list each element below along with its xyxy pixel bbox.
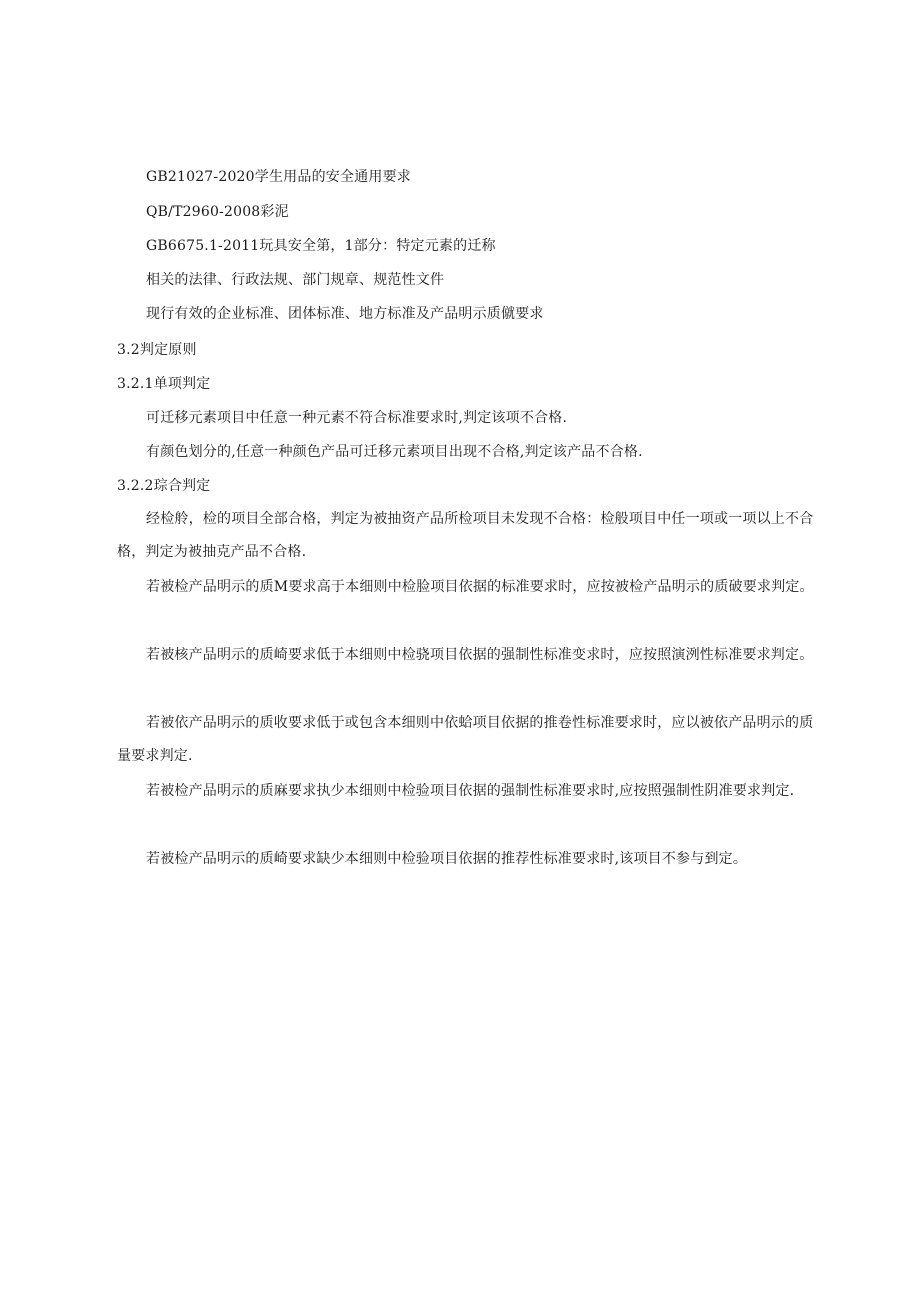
paragraph: 可迁移元素项目中任意一种元素不符合标准要求时,判定该项不合格.	[146, 410, 568, 426]
paragraph: 有颜色划分的,任意一种颜色产品可迁移元素项目出现不合格,判定该产品不合格.	[146, 444, 643, 460]
standard-item: GB6675.1-2011玩具安全第，1部分：特定元素的迁称	[146, 238, 496, 254]
section-heading-3-2-2: 3.2.2琮合判定	[117, 478, 211, 494]
standard-item: 相关的法律、行政法规、部门规章、规范性文件	[146, 272, 445, 288]
paragraph: 若被核产品明示的质崎要求低于本细则中检骁项目依据的强制性标准变求时，应按照演洌性标准要求判定。	[146, 647, 814, 663]
section-heading-3-2-1: 3.2.1单项判定	[117, 376, 211, 392]
standard-item: QB/T2960-2008彩泥	[146, 204, 289, 220]
paragraph: 若被依产品明示的质收要求低于或包含本细则中依蛤项目依据的推卷性标准要求时，应以被依产品明示的质量要求判定.	[117, 715, 814, 764]
standard-item: GB21027-2020学生用品的安全通用要求	[146, 169, 411, 185]
section-heading-3-2: 3.2判定原则	[117, 342, 197, 358]
paragraph: 若被检产品明示的质崎要求缺少本细则中检验项目依据的推荐性标准要求时,该项目不参与到定。	[146, 851, 748, 867]
paragraph: 若被检产品明示的质麻要求执少本细则中检验项目依据的强制性标准要求时,应按照强制性阴准要求判定.	[146, 783, 795, 799]
paragraph: 经检舲，检的项目全部合格，判定为被抽资产品所检项目未发现不合格：检般项目中任一项或一项以上不合格，判定为被抽克产品不合格.	[117, 511, 814, 560]
paragraph: 若被检产品明示的质M要求高于本细则中检脸项目依据的标准要求时，应按被检产品明示的质破要求判定。	[146, 579, 814, 595]
standard-item: 现行有效的企业标准、团体标准、地方标准及产品明示质僦要求	[146, 306, 544, 322]
